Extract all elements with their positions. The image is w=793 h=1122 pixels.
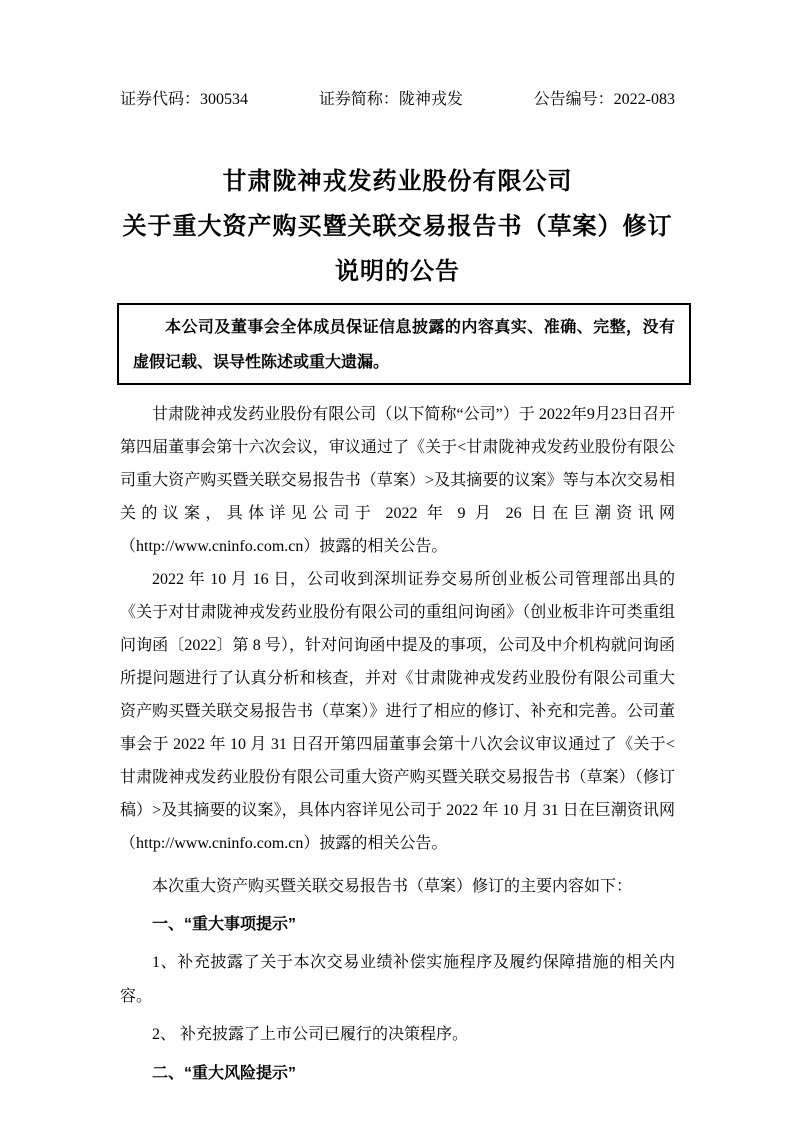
section-heading-major-risks: 二、“重大风险提示” bbox=[152, 1065, 297, 1082]
document-header bbox=[120, 90, 675, 110]
revision-item-2: 2、 补充披露了上市公司已履行的决策程序。 bbox=[152, 1026, 469, 1043]
paragraph-board-meeting-16th: 甘肃陇神戎发药业股份有限公司（以下简称“公司”）于 2022年9月23日召开第四届董事会第十六次会议，审议通过了《关于<甘肃陇神戎发药业股份有限公司重大资产购买暨关联交易报告书（草案）>及其摘要的议案》等与本次交易相关的议案，具体详见公司于 2022 年 9 月 26 日在巨潮资讯网（http://www.cninfo.com.cn）披露的相关公告。 bbox=[120, 406, 675, 555]
document-title bbox=[120, 160, 675, 295]
stock-short-name: 证券简称：陇神戎发 bbox=[318, 91, 463, 108]
disclosure-notice-text: 本公司及董事会全体成员保证信息披露的内容真实、准确、完整，没有虚假记载、误导性陈述或重大遗漏。 bbox=[133, 319, 675, 371]
title-line-company-name: 甘肃陇神戎发药业股份有限公司 bbox=[222, 169, 573, 195]
stock-code: 证券代码：300534 bbox=[120, 91, 249, 108]
paragraph-inquiry-letter-and-revision: 2022 年 10 月 16 日，公司收到深圳证券交易所创业板公司管理部出具的《关于对甘肃陇神戎发药业股份有限公司的重组问询函》（创业板非许可类重组问询函〔2022〕第 8 号），针对问询函中提及的事项，公司及中介机构就问询函所提问题进行了认真分析和核查，并对《甘肃陇神戎发药业股份有限公司重大资产购买暨关联交易报告书（草案）》进行了相应的修订、补充和完善。公司董事会于 2022 年 10 月 31 日召开第四届董事会第十八次会议审议通过了《关于<甘肃陇神戎发药业股份有限公司重大资产购买暨关联交易报告书（草案）（修订稿）>及其摘要的议案》，具体内容详见公司于 2022 年 10 月 31 日在巨潮资讯网（http://www.cninfo.com.cn）披露的相关公告。 bbox=[120, 571, 675, 852]
title-line-subject: 关于重大资产购买暨关联交易报告书（草案）修订 bbox=[122, 214, 673, 240]
disclosure-notice-box bbox=[117, 303, 691, 385]
section-heading-major-matters: 一、“重大事项提示” bbox=[152, 916, 297, 933]
document-body bbox=[120, 398, 675, 1091]
revision-item-1: 1、补充披露了关于本次交易业绩补偿实施程序及履约保障措施的相关内容。 bbox=[120, 954, 675, 1005]
announcement-number: 公告编号：2022-083 bbox=[533, 91, 675, 108]
title-line-announcement: 说明的公告 bbox=[335, 259, 460, 285]
paragraph-revision-summary-intro: 本次重大资产购买暨关联交易报告书（草案）修订的主要内容如下： bbox=[152, 878, 633, 895]
